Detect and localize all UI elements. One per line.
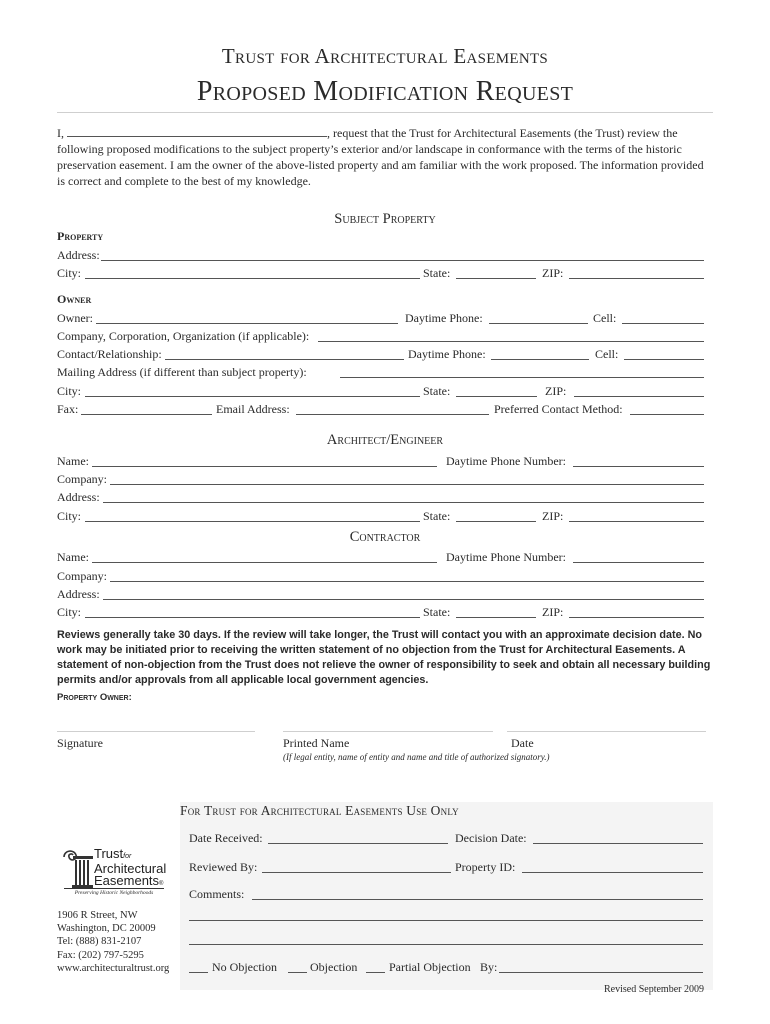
architect-zip-field[interactable] [569, 521, 704, 522]
contractor-address-field[interactable] [103, 599, 704, 600]
owner-email-label: Email Address: [216, 402, 290, 416]
owner-daytime-phone2-field[interactable] [491, 359, 589, 360]
property-state-label: State: [423, 266, 451, 280]
address-tel: Tel: (888) 831-2107 [57, 936, 142, 948]
logo-for-text: for [123, 853, 132, 860]
decision-date-label: Decision Date: [455, 831, 527, 845]
contractor-zip-label: ZIP: [542, 605, 564, 619]
contractor-company-field[interactable] [110, 581, 704, 582]
comments-label: Comments: [189, 887, 245, 901]
printed-name-label: Printed Name [283, 736, 350, 750]
no-objection-checkbox[interactable] [189, 972, 208, 973]
signature-label: Signature [57, 736, 103, 750]
owner-label: Owner: [57, 311, 93, 325]
requester-name-field[interactable] [67, 126, 327, 137]
owner-company-field[interactable] [318, 341, 704, 342]
owner-city-label: City: [57, 384, 82, 398]
owner-daytime-phone-label: Daytime Phone: [405, 311, 483, 325]
contractor-state-field[interactable] [456, 617, 536, 618]
owner-subheading: Owner [57, 292, 92, 306]
owner-zip-label: ZIP: [545, 384, 567, 398]
contractor-city-label: City: [57, 605, 82, 619]
comments-field-line-1[interactable] [252, 899, 703, 900]
decision-date-field[interactable] [533, 843, 703, 844]
reviewed-by-field[interactable] [262, 872, 451, 873]
owner-email-field[interactable] [296, 414, 489, 415]
objection-checkbox[interactable] [288, 972, 307, 973]
logo-trust-text: Trust [94, 846, 124, 861]
section-contractor: Contractor [349, 529, 421, 545]
owner-mailing-field[interactable] [340, 377, 704, 378]
architect-address-label: Address: [57, 490, 100, 504]
architect-name-field[interactable] [92, 466, 437, 467]
intro-text: , request that the Trust for Architectural Easements (the Trust) review the following proposed modifications to the subject property’s exterior and/or landscape in conformance with the terms of the historic preservation easement. I am the owner of the above-listed property and am familiar with the work proposed. The information provided is correct and complete to the best of my knowledge. [57, 126, 704, 188]
section-architect-engineer: Architect/Engineer [326, 432, 444, 448]
contractor-phone-label: Daytime Phone Number: [446, 550, 566, 564]
comments-field-line-2[interactable] [189, 920, 703, 921]
contractor-city-field[interactable] [85, 617, 420, 618]
property-address-label: Address: [57, 248, 100, 262]
comments-field-line-3[interactable] [189, 944, 703, 945]
property-zip-field[interactable] [569, 278, 704, 279]
owner-state-label: State: [423, 384, 451, 398]
owner-state-field[interactable] [456, 396, 537, 397]
owner-city-field[interactable] [85, 396, 420, 397]
owner-zip-field[interactable] [574, 396, 704, 397]
partial-objection-label: Partial Objection [389, 960, 471, 974]
owner-preferred-contact-label: Preferred Contact Method: [494, 402, 623, 416]
office-use-title: For Trust for Architectural Easements Use Only [180, 803, 459, 818]
trust-logo [60, 848, 165, 896]
objection-label: Objection [310, 960, 358, 974]
property-owner-label: Property Owner: [57, 692, 132, 703]
signature-line[interactable] [57, 731, 255, 732]
owner-cell2-field[interactable] [624, 359, 704, 360]
owner-daytime-phone-field[interactable] [489, 323, 588, 324]
logo-registered-mark: ® [159, 881, 164, 887]
property-id-label: Property ID: [455, 860, 516, 874]
contractor-name-field[interactable] [92, 562, 437, 563]
owner-contact-label: Contact/Relationship: [57, 347, 162, 361]
property-city-label: City: [57, 266, 82, 280]
date-line[interactable] [507, 731, 706, 732]
owner-mailing-label: Mailing Address (if different than subject property): [57, 365, 307, 379]
form-org-title: Trust for Architectural Easements [221, 44, 549, 68]
owner-daytime-phone2-label: Daytime Phone: [408, 347, 486, 361]
contractor-zip-field[interactable] [569, 617, 704, 618]
owner-company-label: Company, Corporation, Organization (if applicable): [57, 329, 310, 343]
owner-fax-label: Fax: [57, 402, 79, 416]
property-state-field[interactable] [456, 278, 536, 279]
contractor-address-label: Address: [57, 587, 100, 601]
property-id-field[interactable] [522, 872, 703, 873]
address-fax: Fax: (202) 797-5295 [57, 949, 144, 961]
property-subheading: Property [57, 229, 104, 243]
architect-address-field[interactable] [103, 502, 704, 503]
date-label: Date [511, 736, 534, 750]
address-street: 1906 R Street, NW [57, 910, 138, 921]
architect-zip-label: ZIP: [542, 509, 564, 523]
owner-cell2-label: Cell: [595, 347, 619, 361]
property-zip-label: ZIP: [542, 266, 564, 280]
owner-cell-label: Cell: [593, 311, 617, 325]
owner-cell-field[interactable] [622, 323, 704, 324]
intro-paragraph [57, 125, 712, 189]
architect-state-field[interactable] [456, 521, 536, 522]
printed-name-line[interactable] [283, 731, 493, 732]
owner-preferred-contact-field[interactable] [630, 414, 704, 415]
architect-company-label: Company: [57, 472, 107, 486]
reviewed-by-label: Reviewed By: [189, 860, 258, 874]
intro-prefix: I, [57, 126, 64, 140]
owner-fax-field[interactable] [81, 414, 212, 415]
by-field[interactable] [499, 972, 703, 973]
legal-entity-note: (If legal entity, name of entity and name and title of authorized signatory.) [283, 752, 550, 762]
address-city: Washington, DC 20009 [57, 923, 156, 935]
owner-contact-field[interactable] [165, 359, 404, 360]
partial-objection-checkbox[interactable] [366, 972, 385, 973]
form-title: Proposed Modification Request [196, 76, 574, 107]
logo-easements-text: Easements [94, 873, 160, 888]
architect-phone-label: Daytime Phone Number: [446, 454, 566, 468]
architect-name-label: Name: [57, 454, 89, 468]
no-objection-label: No Objection [212, 960, 277, 974]
property-address-field[interactable] [101, 260, 704, 261]
revision-date: Revised September 2009 [604, 984, 704, 995]
logo-tagline: Preserving Historic Neighborhoods [64, 888, 164, 896]
architect-phone-field[interactable] [573, 466, 704, 467]
date-received-field[interactable] [268, 843, 448, 844]
review-notice: Reviews generally take 30 days. If the review will take longer, the Trust will contact you with an approximate decision date. No work may be initiated prior to receiving the written statement of no objection from the Trust for Architectural Easements. A statement of non-objection from the Trust does not relieve the owner of responsibility to seek and obtain all necessary building permits and/or approvals from all applicable local government agencies. [57, 629, 711, 686]
organization-address [57, 909, 169, 975]
by-label: By: [480, 960, 498, 974]
contractor-state-label: State: [423, 605, 451, 619]
architect-city-field[interactable] [85, 521, 420, 522]
section-subject-property: Subject Property [334, 211, 436, 227]
architect-state-label: State: [423, 509, 451, 523]
date-received-label: Date Received: [189, 831, 263, 845]
property-city-field[interactable] [85, 278, 420, 279]
architect-company-field[interactable] [110, 484, 704, 485]
contractor-company-label: Company: [57, 569, 107, 583]
address-web[interactable]: www.architecturaltrust.org [57, 962, 170, 974]
contractor-phone-field[interactable] [573, 562, 704, 563]
architect-city-label: City: [57, 509, 82, 523]
contractor-name-label: Name: [57, 550, 89, 564]
owner-field[interactable] [96, 323, 398, 324]
logo-architectural-text: Architectural [94, 861, 167, 876]
header-divider [57, 112, 713, 113]
